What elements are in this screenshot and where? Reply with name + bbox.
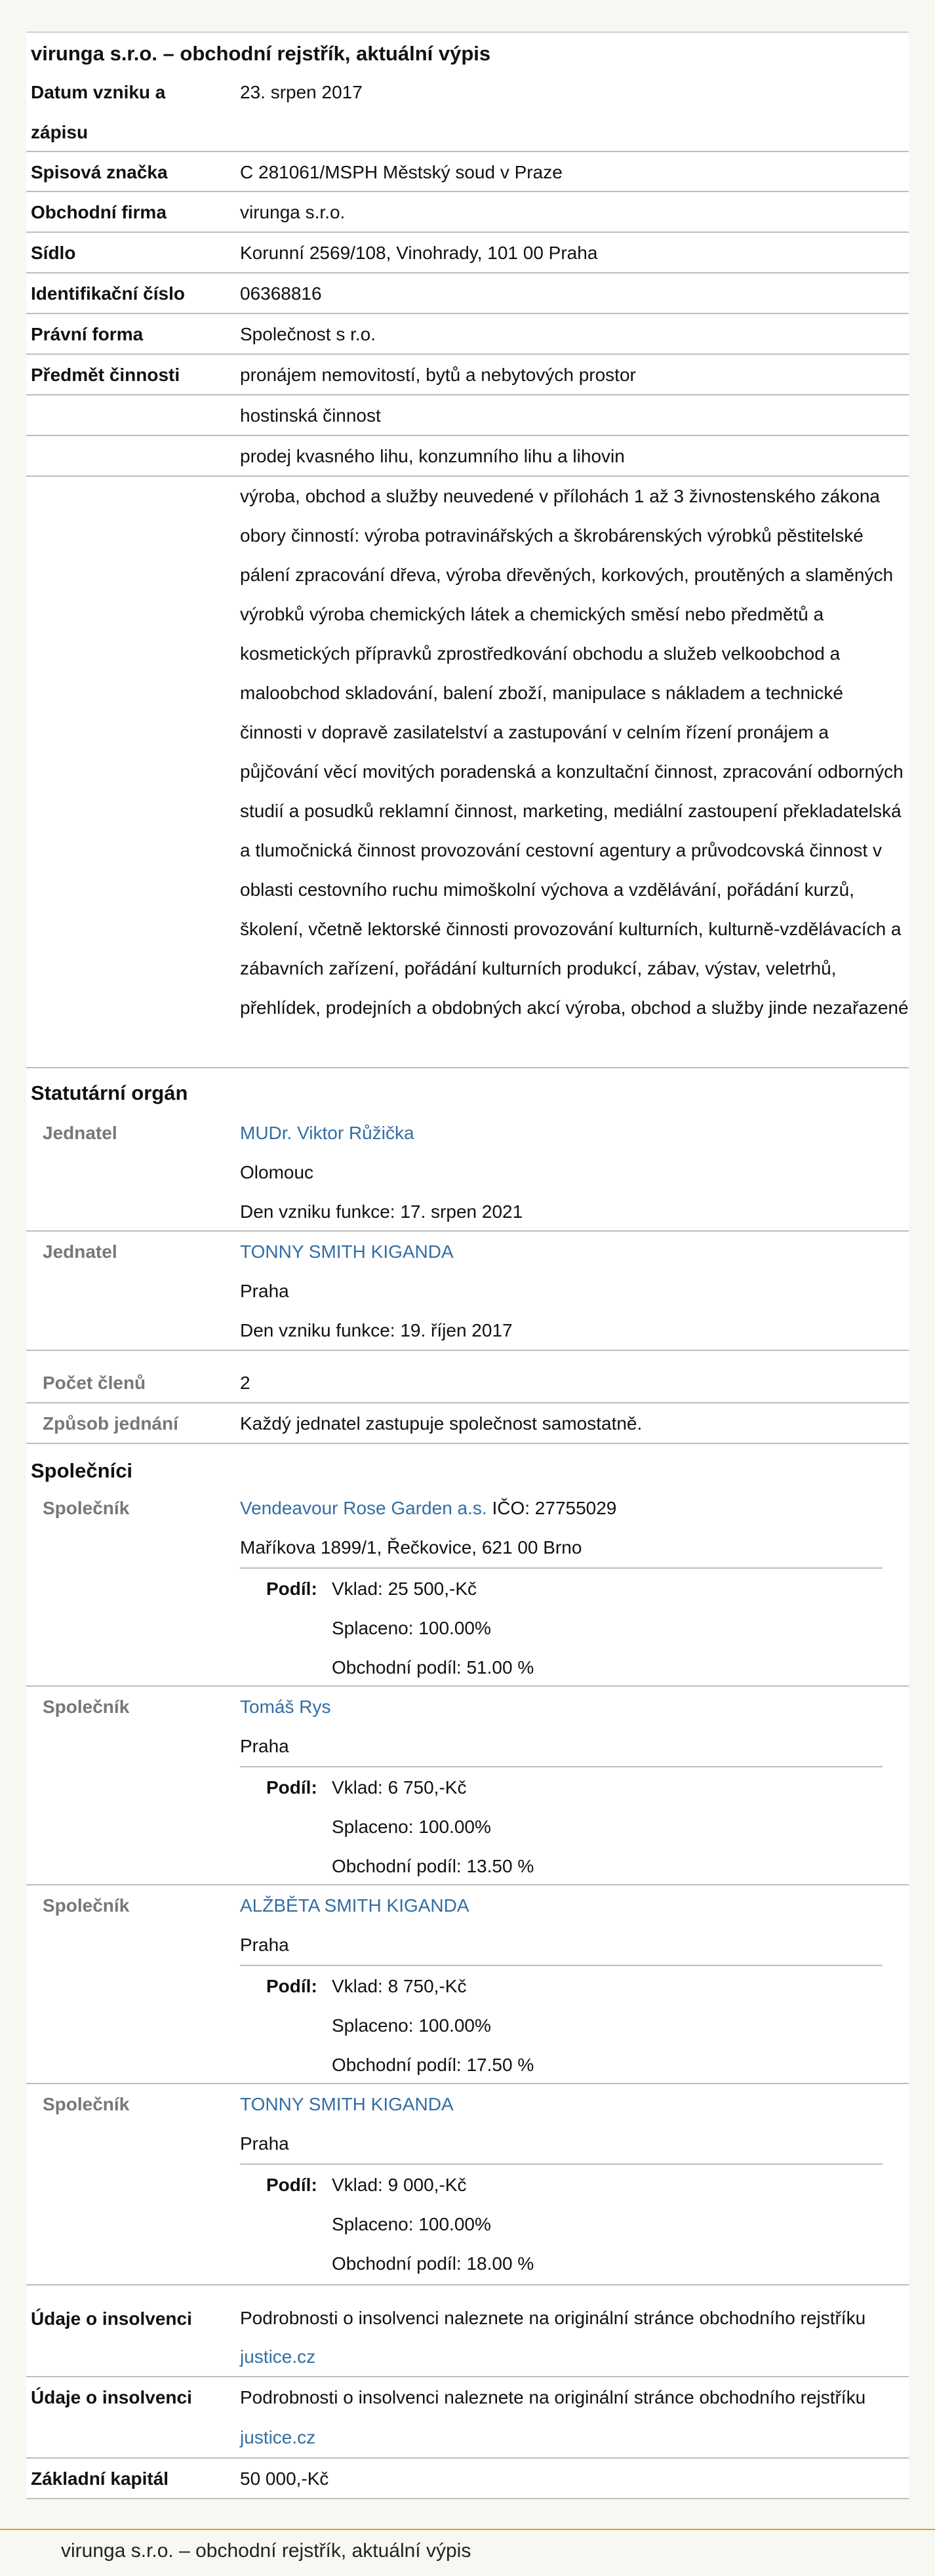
label-jednatel-1: Jednatel <box>43 1123 117 1143</box>
value-jednatel-2-since: Den vzniku funkce: 19. říjen 2017 <box>240 1320 513 1340</box>
row-spolecnik-4 <box>26 2084 909 2285</box>
value-jednatel-1-place: Olomouc <box>240 1162 314 1182</box>
value-kapital: 50 000,-Kč <box>240 2468 329 2489</box>
link-spolecnik-2[interactable]: Tomáš Rys <box>240 1697 331 1717</box>
spolecnik-1-name-line <box>240 1488 909 1528</box>
value-vklad-4: Vklad: 9 000,-Kč <box>332 2175 467 2195</box>
label-pocet: Počet členů <box>43 1373 146 1393</box>
row-ic <box>26 273 909 314</box>
row-predmet-4 <box>26 477 909 1068</box>
link-justice-1[interactable]: justice.cz <box>240 2346 316 2367</box>
value-insolvence-1 <box>240 2299 909 2376</box>
value-pocet: 2 <box>240 1373 250 1393</box>
value-splaceno-3: Splaceno: 100.00% <box>332 2015 491 2036</box>
insolvence-text-2: Podrobnosti o insolvenci naleznete na originální stránce obchodního rejstříku <box>240 2387 866 2407</box>
label-jednatel-2: Jednatel <box>43 1241 117 1262</box>
value-predmet-1: pronájem nemovitostí, bytů a nebytových prostor <box>240 365 636 385</box>
value-jednatel-1-since: Den vzniku funkce: 17. srpen 2021 <box>240 1201 523 1222</box>
label-spolecnik-3: Společník <box>43 1895 130 1916</box>
row-datum <box>26 72 909 152</box>
row-predmet-1 <box>26 355 909 395</box>
row-predmet-2 <box>26 395 909 436</box>
row-insolvence-2 <box>26 2377 909 2459</box>
section-spolecnici: Společníci <box>31 1459 133 1482</box>
value-zpusob: Každý jednatel zastupuje společnost samostatně. <box>240 1413 643 1434</box>
value-insolvence-2 <box>240 2377 909 2457</box>
label-insolvence-1: Údaje o insolvenci <box>31 2308 192 2329</box>
value-vklad-1: Vklad: 25 500,-Kč <box>332 1579 477 1599</box>
value-obchodni-2: Obchodní podíl: 13.50 % <box>332 1856 534 1876</box>
row-jednatel-2 <box>26 1232 909 1351</box>
insolvence-text-1: Podrobnosti o insolvenci naleznete na originální stránce obchodního rejstříku <box>240 2308 866 2328</box>
link-jednatel-2[interactable]: TONNY SMITH KIGANDA <box>240 1241 454 1262</box>
value-ic: 06368816 <box>240 283 322 304</box>
value-datum: 23. srpen 2017 <box>240 82 363 102</box>
label-forma: Právní forma <box>31 324 144 344</box>
value-vklad-2: Vklad: 6 750,-Kč <box>332 1777 467 1798</box>
row-sidlo <box>26 233 909 273</box>
value-obchodni-3: Obchodní podíl: 17.50 % <box>332 2055 534 2075</box>
label-insolvence-2: Údaje o insolvenci <box>31 2387 192 2407</box>
footer-text: virunga s.r.o. – obchodní rejstřík, aktuální výpis <box>61 2540 471 2562</box>
label-kapital: Základní kapitál <box>31 2468 169 2489</box>
label-spolecnik-1: Společník <box>43 1498 130 1518</box>
label-podil-4: Podíl: <box>266 2175 317 2195</box>
value-jednatel-2-place: Praha <box>240 1281 289 1301</box>
link-jednatel-1[interactable]: MUDr. Viktor Růžička <box>240 1123 414 1143</box>
row-spolecnik-1 <box>26 1488 909 1687</box>
link-spolecnik-4[interactable]: TONNY SMITH KIGANDA <box>240 2094 454 2114</box>
row-jednatel-1 <box>26 1113 909 1232</box>
label-spolecnik-2: Společník <box>43 1697 130 1717</box>
row-predmet-3 <box>26 436 909 477</box>
row-zpusob <box>26 1403 909 1444</box>
label-podil-3: Podíl: <box>266 1976 317 1996</box>
value-predmet-3: prodej kvasného lihu, konzumního lihu a lihovin <box>240 446 625 466</box>
link-spolecnik-1[interactable]: Vendeavour Rose Garden a.s. <box>240 1498 487 1518</box>
row-spis <box>26 152 909 192</box>
label-zpusob: Způsob jednání <box>43 1413 178 1434</box>
value-spis: C 281061/MSPH Městský soud v Praze <box>240 162 563 182</box>
value-obchodni-4: Obchodní podíl: 18.00 % <box>332 2253 534 2274</box>
value-splaceno-4: Splaceno: 100.00% <box>332 2214 491 2234</box>
label-sidlo: Sídlo <box>31 243 76 263</box>
label-datum: Datum vzniku a zápisu <box>31 82 166 142</box>
row-firma <box>26 192 909 233</box>
label-spolecnik-4: Společník <box>43 2094 130 2114</box>
value-spolecnik-1-ico: IČO: 27755029 <box>487 1498 617 1518</box>
label-ic: Identifikační číslo <box>31 283 185 304</box>
value-spolecnik-4-address: Praha <box>240 2133 289 2154</box>
link-spolecnik-3[interactable]: ALŽBĚTA SMITH KIGANDA <box>240 1895 469 1916</box>
row-spolecnik-2 <box>26 1687 909 1885</box>
label-podil-1: Podíl: <box>266 1579 317 1599</box>
label-spis: Spisová značka <box>31 162 168 182</box>
value-spolecnik-3-address: Praha <box>240 1935 289 1955</box>
label-firma: Obchodní firma <box>31 202 167 222</box>
value-forma: Společnost s r.o. <box>240 324 376 344</box>
footer-divider <box>0 2529 935 2530</box>
row-kapital <box>26 2459 909 2499</box>
value-firma: virunga s.r.o. <box>240 202 346 222</box>
value-sidlo: Korunní 2569/108, Vinohrady, 101 00 Praha <box>240 243 598 263</box>
value-vklad-3: Vklad: 8 750,-Kč <box>332 1976 467 1996</box>
value-splaceno-1: Splaceno: 100.00% <box>332 1618 491 1638</box>
row-forma <box>26 314 909 355</box>
row-pocet <box>26 1363 909 1403</box>
row-spolecnik-3 <box>26 1885 909 2084</box>
row-insolvence-1 <box>26 2299 909 2377</box>
page-title: virunga s.r.o. – obchodní rejstřík, aktuální výpis <box>31 42 491 65</box>
value-predmet-4: výroba, obchod a služby neuvedené v přílohách 1 až 3 živnostenského zákona obory činností: výroba potravinářských a škrobárenských výrobků pěstitelské pálení zpracování dřeva, výroba dřevěných, korkových, proutěných a slaměných výrobků výroba chemických látek a chemických směsí nebo předmětů a kosmetických přípravků zprostředkování obchodu a služeb velkoobchod a maloobchod skladování, balení zboží, manipulace s nákladem a technické činnosti v dopravě zasilatelství a zastupování v celním řízení pronájem a půjčování věcí movitých poradenská a konzultační činnost, zpracování odborných studií a posudků reklamní činnost, marketing, mediální zastoupení překladatelská a tlumočnická činnost provozování cestovní agentury a průvodcovská činnost v oblasti cestovního ruchu mimoškolní výchova a vzdělávání, pořádání kurzů, školení, včetně lektorské činnosti provozování kulturních, kulturně-vzdělávacích a zábavních zařízení, pořádání kulturních produkcí, zábav, výstav, veletrhů, přehlídek, prodejních a obdobných akcí výroba, obchod a služby jinde nezařazené <box>240 486 909 1018</box>
value-obchodni-1: Obchodní podíl: 51.00 % <box>332 1657 534 1678</box>
link-justice-2[interactable]: justice.cz <box>240 2427 316 2447</box>
section-statutarni: Statutární orgán <box>31 1081 188 1104</box>
top-divider <box>26 31 909 33</box>
value-spolecnik-1-address: Maříkova 1899/1, Řečkovice, 621 00 Brno <box>240 1537 582 1558</box>
value-predmet-2: hostinská činnost <box>240 405 381 426</box>
value-spolecnik-2-address: Praha <box>240 1736 289 1756</box>
label-predmet: Předmět činnosti <box>31 365 180 385</box>
label-podil-2: Podíl: <box>266 1777 317 1798</box>
value-splaceno-2: Splaceno: 100.00% <box>332 1817 491 1837</box>
